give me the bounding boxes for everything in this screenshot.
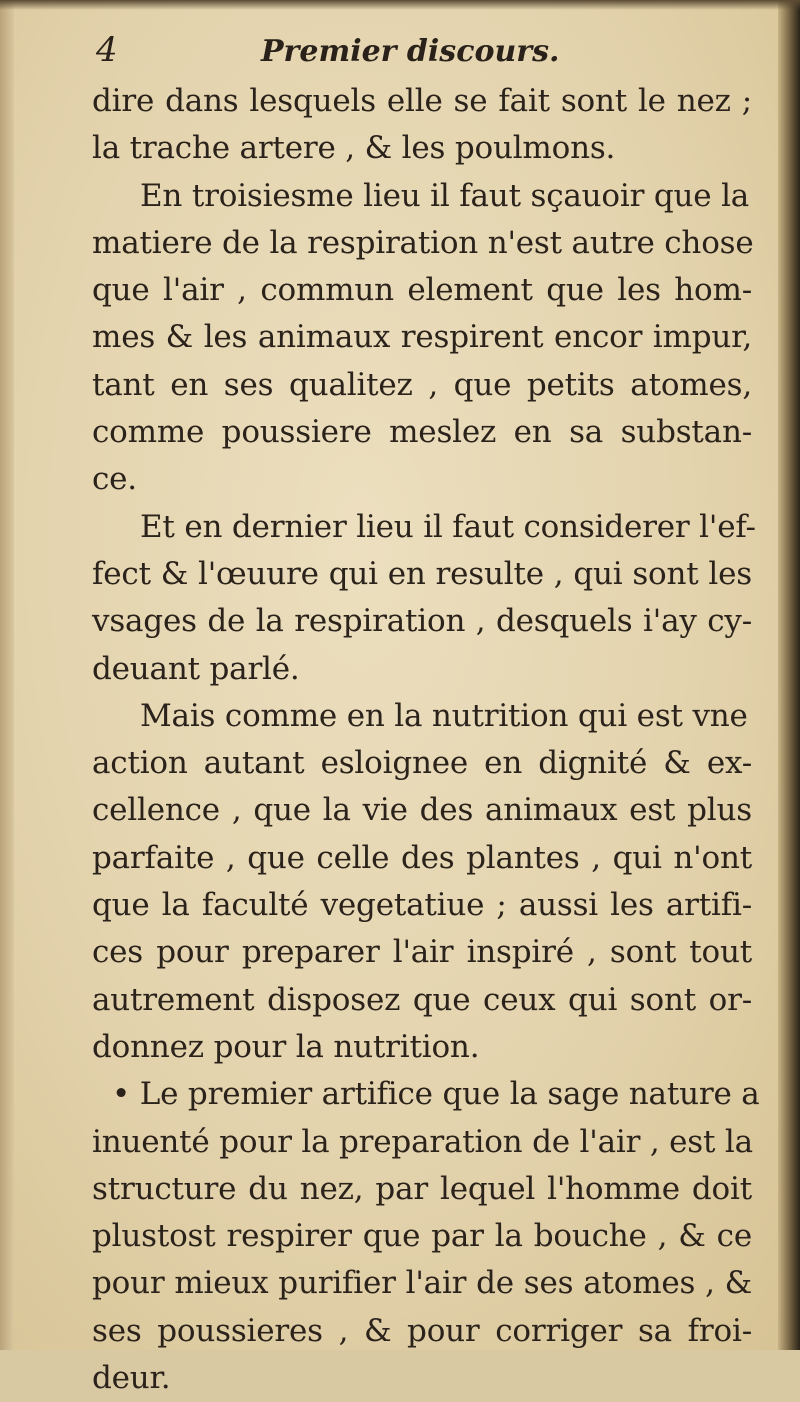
text-line: parfaite , que celle des plantes , qui n'ont — [92, 839, 752, 876]
page-number: 4 — [96, 30, 118, 70]
running-head: Premier discours. — [261, 34, 560, 69]
text-line: • Le premier artifice que la sage nature a — [112, 1076, 760, 1113]
text-line: matiere de la respiration n'est autre chose — [92, 224, 754, 261]
text-line: la trache artere , & les poulmons. — [92, 130, 616, 167]
text-line: autrement disposez que ceux qui sont or- — [92, 981, 752, 1018]
text-line: donnez pour la nutrition. — [92, 1028, 480, 1065]
text-line: cellence , que la vie des animaux est plus — [92, 792, 752, 829]
text-line: Mais comme en la nutrition qui est vne — [140, 697, 748, 734]
text-line: comme poussiere meslez en sa substan- — [92, 414, 752, 451]
text-line: plustost respirer que par la bouche , & ce — [92, 1218, 752, 1255]
page-header — [96, 30, 736, 76]
text-line: que la faculté vegetatiue ; aussi les artifi- — [92, 887, 752, 924]
text-line: deur. — [92, 1360, 171, 1397]
text-line: deuant parlé. — [92, 650, 300, 687]
text-line: ce. — [92, 461, 137, 498]
text-line: Et en dernier lieu il faut considerer l'ef- — [140, 508, 756, 545]
text-line: dire dans lesquels elle se fait sont le nez ; — [92, 83, 752, 119]
text-line: pour mieux purifier l'air de ses atomes , & — [92, 1265, 752, 1302]
page-top-shadow — [0, 0, 800, 10]
text-line: fect & l'œuure qui en resulte , qui sont les — [92, 555, 752, 592]
text-line: mes & les animaux respirent encor impur, — [92, 319, 752, 356]
page-edge-shadow — [778, 0, 800, 1350]
text-line: inuenté pour la preparation de l'air , est la — [92, 1123, 753, 1160]
text-line: vsages de la respiration , desquels i'ay cy- — [92, 603, 752, 640]
text-line: En troisiesme lieu il faut sçauoir que la — [140, 177, 750, 214]
text-line: ses poussieres , & pour corriger sa froi- — [92, 1312, 752, 1349]
text-line: action autant esloignee en dignité & ex- — [92, 745, 752, 782]
body-text — [92, 78, 760, 1402]
text-line: structure du nez, par lequel l'homme doit — [92, 1170, 752, 1207]
text-line: que l'air , commun element que les hom- — [92, 272, 752, 309]
text-line: tant en ses qualitez , que petits atomes, — [92, 366, 752, 403]
text-line: ces pour preparer l'air inspiré , sont tout — [92, 934, 752, 971]
page-gutter-shadow — [0, 0, 14, 1350]
